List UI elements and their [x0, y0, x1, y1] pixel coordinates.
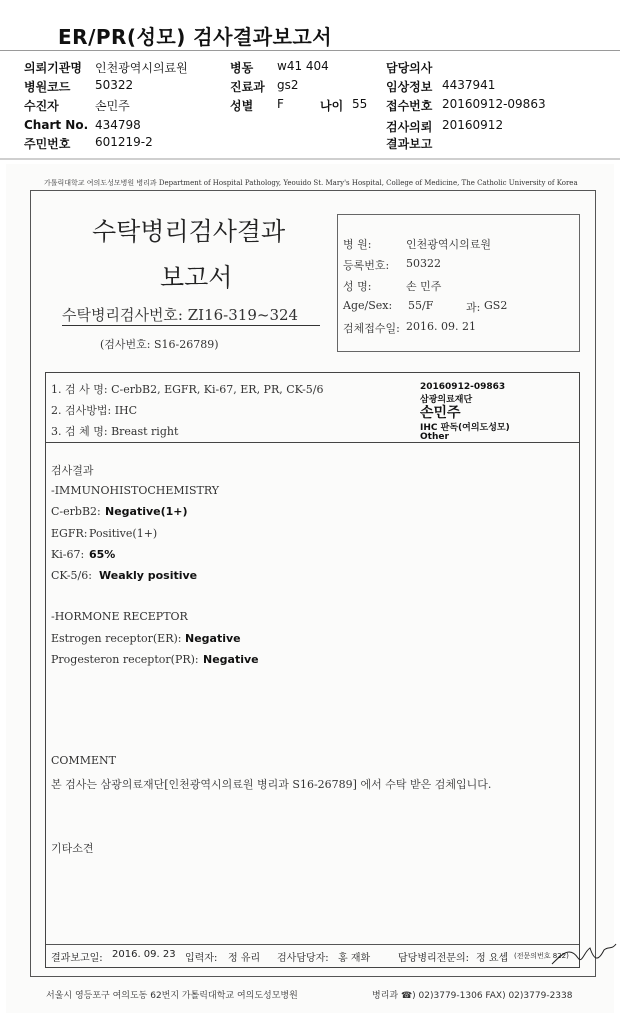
name-label: 성 명:: [343, 280, 372, 293]
patient-label: 수진자: [24, 99, 59, 113]
chart-no-value: 434798: [95, 118, 141, 132]
egfr-value: Positive(1+): [89, 527, 158, 540]
hospital-code-label: 병원코드: [24, 80, 71, 94]
pathologist-value: 정 요셉: [476, 953, 509, 964]
report-main-title: 수탁병리검사결과: [92, 217, 286, 246]
comment-heading: COMMENT: [51, 754, 116, 767]
ck56-label: CK-5/6:: [51, 569, 92, 582]
sex-label: 성별: [230, 99, 254, 113]
registration-value: 50322: [406, 257, 441, 270]
age-sex-value: 55/F: [408, 299, 434, 312]
patient-value: 손민주: [95, 99, 130, 113]
test-name: 1. 검 사 명: C-erbB2, EGFR, Ki-67, ER, PR, CK-5/6: [51, 383, 324, 396]
clinical-info-label: 임상정보: [386, 80, 433, 94]
header-bottom-divider: [0, 158, 620, 160]
stamp-other: Other: [420, 432, 449, 442]
technician-label: 검사담당자:: [277, 953, 329, 964]
report-title: ER/PR(성모) 검사결과보고서: [58, 25, 333, 49]
received-date-label: 검체접수일:: [343, 322, 400, 335]
pathology-contact: 병리과 ☎) 02)3779-1306 FAX) 02)3779-2338: [372, 991, 573, 1001]
report-date-value: 2016. 09. 23: [112, 949, 176, 960]
results-box: [45, 443, 580, 968]
hormone-section-title: -HORMONE RECEPTOR: [51, 610, 188, 623]
other-findings-label: 기타소견: [51, 842, 94, 855]
department-value: gs2: [277, 78, 299, 92]
ki67-value: 65%: [89, 548, 116, 561]
stamp-org: 삼광의료재단: [420, 395, 473, 405]
institution-value: 인천광역시의료원: [95, 61, 188, 75]
department-label: 진료과: [230, 80, 265, 94]
report-main-title-line2: 보고서: [160, 263, 233, 292]
stamp-number: 20160912-09863: [420, 382, 506, 392]
resident-no-label: 주민번호: [24, 137, 71, 151]
institution-label: 의뢰기관명: [24, 61, 82, 75]
age-label: 나이: [320, 99, 344, 113]
cerbb2-value: Negative(1+): [105, 505, 188, 518]
egfr-label: EGFR:: [51, 527, 88, 540]
footer-divider: [46, 944, 579, 945]
pathologist-license: (전문의번호 822): [514, 952, 569, 960]
pathologist-label: 담당병리전문의:: [398, 953, 469, 964]
resident-no-value: 601219-2: [95, 135, 153, 149]
request-label: 검사의뢰: [386, 120, 433, 134]
dept-value: GS2: [484, 299, 508, 312]
hospital-address: 서울시 영등포구 여의도동 62번지 가톨릭대학교 여의도성모병원: [46, 991, 298, 1001]
clinical-info-value: 4437941: [442, 78, 496, 92]
department-line: 가톨릭대학교 여의도성모병원 병리과 Department of Hospital Pathology, Yeouido St. Mary's Hospital, College of Medicine, The Catholic University of Korea: [44, 179, 578, 187]
pr-label: Progesteron receptor(PR):: [51, 653, 199, 666]
hospital-value: 인천광역시의료원: [406, 238, 492, 251]
report-date-label: 결과보고일:: [51, 953, 103, 964]
receipt-no-value: 20160912-09863: [442, 97, 546, 111]
ihc-section-title: -IMMUNOHISTOCHEMISTRY: [51, 484, 220, 497]
dept-label: 과:: [466, 301, 481, 314]
er-value: Negative: [185, 632, 241, 645]
registration-label: 등록번호:: [343, 259, 390, 272]
pr-value: Negative: [203, 653, 259, 666]
result-report-label: 결과보고: [386, 137, 433, 151]
ck56-value: Weakly positive: [99, 569, 198, 582]
cerbb2-label: C-erbB2:: [51, 505, 101, 518]
name-value: 손 민주: [406, 280, 442, 293]
ward-value: w41 404: [277, 59, 329, 73]
header-divider: [0, 50, 620, 51]
hospital-code-value: 50322: [95, 78, 134, 92]
hospital-label: 병 원:: [343, 238, 372, 251]
ki67-label: Ki-67:: [51, 548, 85, 561]
serial-number: 수탁병리검사번호: ZI16-319~324: [62, 306, 299, 324]
chart-no-label: Chart No.: [24, 118, 89, 132]
serial-underline: [62, 325, 320, 326]
request-value: 20160912: [442, 118, 504, 132]
exam-number: (검사번호: S16-26789): [100, 338, 219, 351]
stamp-note: IHC 판독(여의도성모): [420, 423, 510, 433]
input-by-label: 입력자:: [185, 953, 218, 964]
received-date-value: 2016. 09. 21: [406, 320, 476, 333]
test-method: 2. 검사방법: IHC: [51, 404, 138, 417]
doctor-label: 담당의사: [386, 61, 433, 75]
signature-scribble: [548, 936, 618, 970]
ward-label: 병동: [230, 61, 254, 75]
er-label: Estrogen receptor(ER):: [51, 632, 182, 645]
stamp-name: 손민주: [420, 405, 461, 421]
receipt-no-label: 접수번호: [386, 99, 433, 113]
age-value: 55: [352, 97, 368, 111]
specimen-name: 3. 검 체 명: Breast right: [51, 425, 179, 438]
sex-value: F: [277, 97, 284, 111]
input-by-value: 정 유리: [228, 953, 261, 964]
age-sex-label: Age/Sex:: [343, 299, 393, 312]
results-heading: 검사결과: [51, 464, 94, 477]
technician-value: 홍 재화: [338, 953, 371, 964]
comment-text: 본 검사는 삼광의료재단[인천광역시의료원 병리과 S16-26789] 에서 수탁 받은 검체입니다.: [51, 778, 492, 791]
